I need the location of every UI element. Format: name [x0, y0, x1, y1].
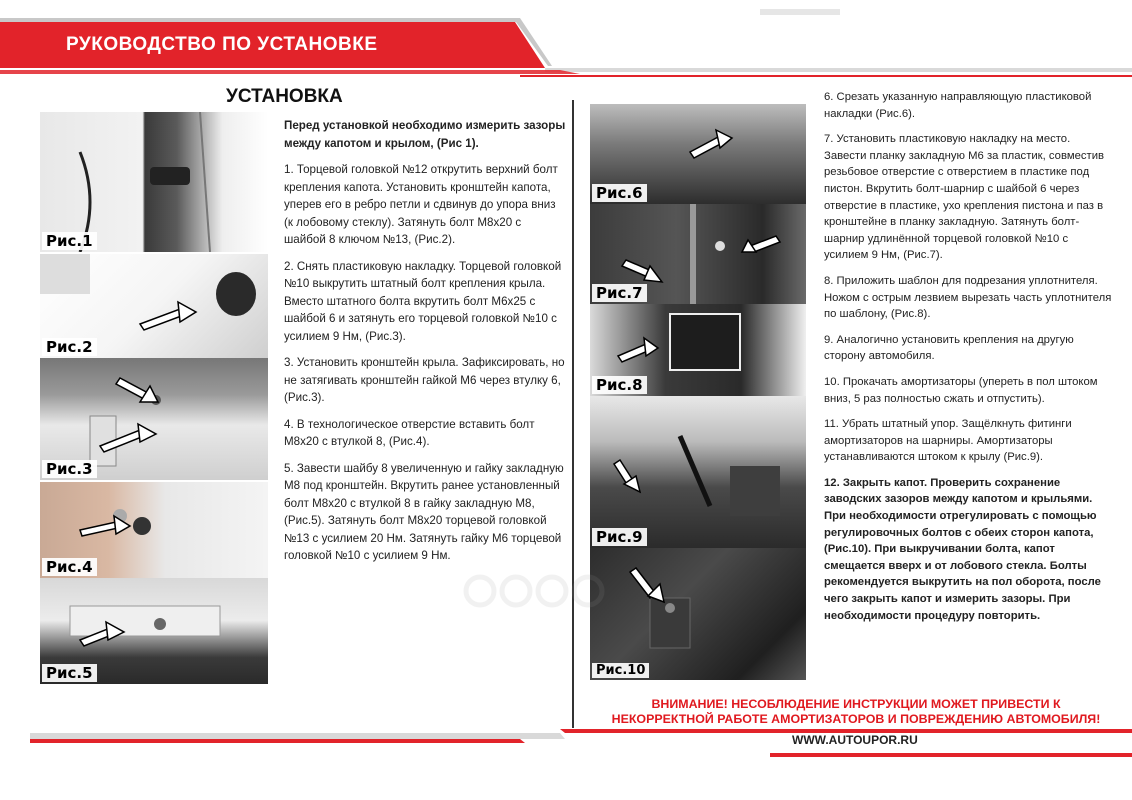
step-3-text: 3. Установить кронштейн крыла. Зафиксировать, но не затягивать кронштейн гайкой М6 через втулку 6, (Рис.3). — [284, 356, 565, 404]
header-banner — [0, 0, 1132, 90]
figure-5 — [40, 578, 268, 684]
step-1-text: 1. Торцевой головкой №12 открутить верхний болт крепления капота. Установить кронштейн капота, уперев его в ребро петли и сдвинув до упора вниз (к лобовому стеклу). Затянуть болт М8х20 с шайбой 8 ключом №13, (Рис.2). — [284, 163, 558, 246]
figure-2-caption: Рис.2 — [42, 338, 97, 356]
figure-9-drawing — [590, 396, 806, 548]
step-8-text: 8. Приложить шаблон для подрезания уплотнителя. Ножом с острым лезвием вырезать часть уплотнителя по шаблону, (Рис.8). — [824, 274, 1112, 321]
figure-6 — [590, 104, 806, 204]
figure-1 — [40, 112, 268, 252]
figure-10-caption: Рис.10 — [592, 663, 649, 678]
warning-line-1: ВНИМАНИЕ! НЕСОБЛЮДЕНИЕ ИНСТРУКЦИИ МОЖЕТ ПРИВЕСТИ К — [651, 697, 1061, 711]
figure-1-drawing — [40, 112, 268, 252]
footer-website: WWW.AUTOUPOR.RU — [792, 733, 918, 747]
figure-7-caption: Рис.7 — [592, 284, 647, 302]
step-7-text: 7. Установить пластиковую накладку на место. Завести планку закладную М6 за пластик, совместив резьбовое отверстие с отверстием в пластике под пистон. Вкрутить болт-шарнир с шайбой 6 через отверстие в пластике, ухо крепления пистона и паз в кронштейне в планку закладную. Затянуть болт-шарнир удлинённой торцевой головкой №10 с усилием 9 Нм, (Рис.7). — [824, 133, 1105, 262]
footer-stripes — [0, 725, 1132, 765]
figure-3 — [40, 358, 268, 480]
step-2-text: 2. Снять пластиковую накладку. Торцевой головкой №10 выкрутить штатный болт крепления крыла. Вместо штатного болта вкрутить болт М6х25 с шайбой 6 и затянуть его торцевой головкой №10 с усилием 9 Нм, (Рис.3). — [284, 259, 562, 343]
figure-7 — [590, 204, 806, 304]
step-12-text: 12. Закрыть капот. Проверить сохранение заводских зазоров между капотом и крыльями. При необходимости отрегулировать с помощью регулировочных болтов с обеих сторон капота, (Рис.10). При выкручивании болта, капот смещается вверх и от лобового стекла. Болты рекомендуется выкрутить на пол оборота, после чего закрыть капот и измерить зазоры. При необходимости процедуру повторить. — [824, 476, 1101, 622]
figure-9-caption: Рис.9 — [592, 528, 647, 546]
step-10-text: 10. Прокачать амортизаторы (упереть в пол штоком вниз, 5 раз полностью сжать и отпустить). — [824, 375, 1098, 405]
warning-message — [596, 697, 1116, 727]
figure-9 — [590, 396, 806, 548]
figure-8 — [590, 304, 806, 396]
page-header-title: РУКОВОДСТВО ПО УСТАНОВКЕ — [66, 34, 378, 55]
figure-2 — [40, 254, 268, 358]
autodoc-watermark-icon — [462, 568, 612, 614]
figure-10-drawing — [590, 548, 806, 680]
figure-6-caption: Рис.6 — [592, 184, 647, 202]
step-5-text: 5. Завести шайбу 8 увеличенную и гайку закладную М8 под кронштейн. Вкрутить ранее установленный болт М8х20 с втулкой 8 в гайку закладную М8, (Рис.5). Затянуть болт М8х20 торцевой головкой №13 с усилием 20 Нм. Затянуть гайку М6 торцевой головкой №10 с усилием 9 Нм. — [284, 461, 564, 562]
left-instructions — [284, 117, 566, 574]
step-6-text: 6. Срезать указанную направляющую пластиковой накладки (Рис.6). — [824, 91, 1092, 120]
figure-3-caption: Рис.3 — [42, 460, 97, 478]
figure-4-caption: Рис.4 — [42, 558, 97, 576]
figure-8-caption: Рис.8 — [592, 376, 647, 394]
figure-10 — [590, 548, 806, 680]
right-instructions — [824, 89, 1114, 633]
step-4-text: 4. В технологическое отверстие вставить болт М8х20 с втулкой 8, (Рис.4). — [284, 417, 535, 448]
watermark-drawing — [462, 568, 612, 614]
section-title: УСТАНОВКА — [226, 86, 343, 107]
column-divider — [572, 100, 574, 728]
intro-text: Перед установкой необходимо измерить зазоры между капотом и крылом, (Рис 1). — [284, 119, 566, 150]
step-9-text: 9. Аналогично установить крепления на другую сторону автомобиля. — [824, 333, 1074, 363]
warning-line-2: НЕКОРРЕКТНОЙ РАБОТЕ АМОРТИЗАТОРОВ И ПОВРЕЖДЕНИЮ АВТОМОБИЛЯ! — [611, 712, 1101, 726]
step-11-text: 11. Убрать штатный упор. Защёлкнуть фитинги амортизаторов на шарниры. Амортизаторы устанавливаются штоком к крылу (Рис.9). — [824, 418, 1072, 464]
figure-5-caption: Рис.5 — [42, 664, 97, 682]
figure-4 — [40, 482, 268, 578]
figure-1-caption: Рис.1 — [42, 232, 97, 250]
